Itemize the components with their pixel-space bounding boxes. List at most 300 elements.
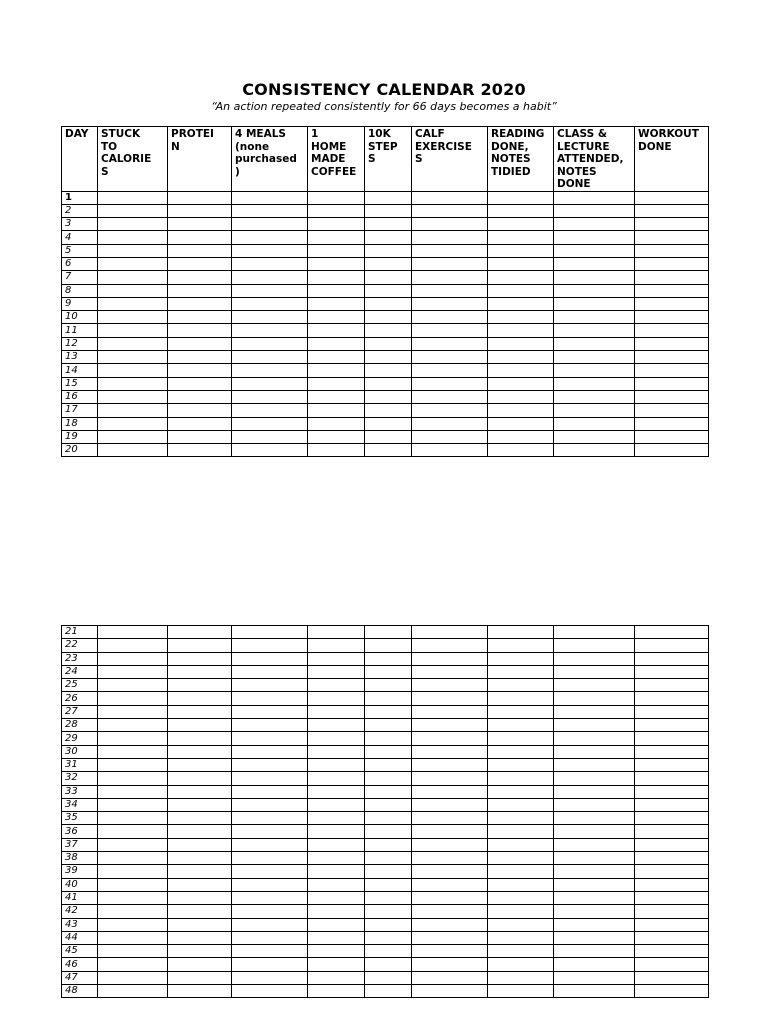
checkbox-cell[interactable] <box>412 692 488 705</box>
checkbox-cell[interactable] <box>365 838 412 851</box>
checkbox-cell[interactable] <box>168 444 232 457</box>
checkbox-cell[interactable] <box>412 891 488 904</box>
checkbox-cell[interactable] <box>635 665 709 678</box>
checkbox-cell[interactable] <box>635 945 709 958</box>
checkbox-cell[interactable] <box>554 931 635 944</box>
checkbox-cell[interactable] <box>365 218 412 231</box>
checkbox-cell[interactable] <box>98 218 168 231</box>
checkbox-cell[interactable] <box>554 812 635 825</box>
checkbox-cell[interactable] <box>412 772 488 785</box>
checkbox-cell[interactable] <box>635 785 709 798</box>
checkbox-cell[interactable] <box>412 918 488 931</box>
checkbox-cell[interactable] <box>232 745 308 758</box>
checkbox-cell[interactable] <box>365 271 412 284</box>
checkbox-cell[interactable] <box>488 692 554 705</box>
checkbox-cell[interactable] <box>365 337 412 350</box>
checkbox-cell[interactable] <box>554 377 635 390</box>
checkbox-cell[interactable] <box>554 284 635 297</box>
checkbox-cell[interactable] <box>232 652 308 665</box>
checkbox-cell[interactable] <box>365 377 412 390</box>
checkbox-cell[interactable] <box>232 311 308 324</box>
checkbox-cell[interactable] <box>168 324 232 337</box>
checkbox-cell[interactable] <box>168 257 232 270</box>
checkbox-cell[interactable] <box>365 852 412 865</box>
checkbox-cell[interactable] <box>554 971 635 984</box>
checkbox-cell[interactable] <box>98 692 168 705</box>
checkbox-cell[interactable] <box>412 351 488 364</box>
checkbox-cell[interactable] <box>635 931 709 944</box>
checkbox-cell[interactable] <box>554 324 635 337</box>
checkbox-cell[interactable] <box>412 231 488 244</box>
checkbox-cell[interactable] <box>554 719 635 732</box>
checkbox-cell[interactable] <box>412 417 488 430</box>
checkbox-cell[interactable] <box>488 257 554 270</box>
checkbox-cell[interactable] <box>98 231 168 244</box>
checkbox-cell[interactable] <box>168 351 232 364</box>
checkbox-cell[interactable] <box>488 785 554 798</box>
checkbox-cell[interactable] <box>168 679 232 692</box>
checkbox-cell[interactable] <box>365 311 412 324</box>
checkbox-cell[interactable] <box>232 732 308 745</box>
checkbox-cell[interactable] <box>98 772 168 785</box>
checkbox-cell[interactable] <box>412 430 488 443</box>
checkbox-cell[interactable] <box>232 639 308 652</box>
checkbox-cell[interactable] <box>635 758 709 771</box>
checkbox-cell[interactable] <box>365 878 412 891</box>
checkbox-cell[interactable] <box>168 337 232 350</box>
checkbox-cell[interactable] <box>412 311 488 324</box>
checkbox-cell[interactable] <box>98 430 168 443</box>
checkbox-cell[interactable] <box>168 377 232 390</box>
checkbox-cell[interactable] <box>488 404 554 417</box>
checkbox-cell[interactable] <box>98 812 168 825</box>
checkbox-cell[interactable] <box>412 878 488 891</box>
checkbox-cell[interactable] <box>308 945 365 958</box>
checkbox-cell[interactable] <box>365 758 412 771</box>
checkbox-cell[interactable] <box>554 878 635 891</box>
checkbox-cell[interactable] <box>98 971 168 984</box>
checkbox-cell[interactable] <box>232 798 308 811</box>
checkbox-cell[interactable] <box>412 758 488 771</box>
checkbox-cell[interactable] <box>168 297 232 310</box>
checkbox-cell[interactable] <box>365 351 412 364</box>
checkbox-cell[interactable] <box>232 891 308 904</box>
checkbox-cell[interactable] <box>98 204 168 217</box>
checkbox-cell[interactable] <box>412 865 488 878</box>
checkbox-cell[interactable] <box>232 852 308 865</box>
checkbox-cell[interactable] <box>554 244 635 257</box>
checkbox-cell[interactable] <box>488 931 554 944</box>
checkbox-cell[interactable] <box>308 404 365 417</box>
checkbox-cell[interactable] <box>554 679 635 692</box>
checkbox-cell[interactable] <box>635 364 709 377</box>
checkbox-cell[interactable] <box>412 665 488 678</box>
checkbox-cell[interactable] <box>98 852 168 865</box>
checkbox-cell[interactable] <box>365 971 412 984</box>
checkbox-cell[interactable] <box>232 838 308 851</box>
checkbox-cell[interactable] <box>232 692 308 705</box>
checkbox-cell[interactable] <box>412 812 488 825</box>
checkbox-cell[interactable] <box>308 758 365 771</box>
checkbox-cell[interactable] <box>168 838 232 851</box>
checkbox-cell[interactable] <box>365 257 412 270</box>
checkbox-cell[interactable] <box>635 772 709 785</box>
checkbox-cell[interactable] <box>232 430 308 443</box>
checkbox-cell[interactable] <box>635 652 709 665</box>
checkbox-cell[interactable] <box>98 191 168 204</box>
checkbox-cell[interactable] <box>308 971 365 984</box>
checkbox-cell[interactable] <box>635 444 709 457</box>
checkbox-cell[interactable] <box>168 404 232 417</box>
checkbox-cell[interactable] <box>168 692 232 705</box>
checkbox-cell[interactable] <box>554 231 635 244</box>
checkbox-cell[interactable] <box>554 191 635 204</box>
checkbox-cell[interactable] <box>232 931 308 944</box>
checkbox-cell[interactable] <box>232 297 308 310</box>
checkbox-cell[interactable] <box>635 417 709 430</box>
checkbox-cell[interactable] <box>635 905 709 918</box>
checkbox-cell[interactable] <box>412 705 488 718</box>
checkbox-cell[interactable] <box>232 257 308 270</box>
checkbox-cell[interactable] <box>232 271 308 284</box>
checkbox-cell[interactable] <box>232 231 308 244</box>
checkbox-cell[interactable] <box>308 732 365 745</box>
checkbox-cell[interactable] <box>488 244 554 257</box>
checkbox-cell[interactable] <box>554 785 635 798</box>
checkbox-cell[interactable] <box>308 639 365 652</box>
checkbox-cell[interactable] <box>554 798 635 811</box>
checkbox-cell[interactable] <box>635 311 709 324</box>
checkbox-cell[interactable] <box>98 798 168 811</box>
checkbox-cell[interactable] <box>412 958 488 971</box>
checkbox-cell[interactable] <box>98 297 168 310</box>
checkbox-cell[interactable] <box>308 785 365 798</box>
checkbox-cell[interactable] <box>232 825 308 838</box>
checkbox-cell[interactable] <box>365 665 412 678</box>
checkbox-cell[interactable] <box>168 918 232 931</box>
checkbox-cell[interactable] <box>232 218 308 231</box>
checkbox-cell[interactable] <box>232 971 308 984</box>
checkbox-cell[interactable] <box>98 244 168 257</box>
checkbox-cell[interactable] <box>635 297 709 310</box>
checkbox-cell[interactable] <box>635 878 709 891</box>
checkbox-cell[interactable] <box>308 271 365 284</box>
checkbox-cell[interactable] <box>488 284 554 297</box>
checkbox-cell[interactable] <box>168 244 232 257</box>
checkbox-cell[interactable] <box>308 745 365 758</box>
checkbox-cell[interactable] <box>365 785 412 798</box>
checkbox-cell[interactable] <box>365 931 412 944</box>
checkbox-cell[interactable] <box>635 324 709 337</box>
checkbox-cell[interactable] <box>554 337 635 350</box>
checkbox-cell[interactable] <box>168 825 232 838</box>
checkbox-cell[interactable] <box>635 798 709 811</box>
checkbox-cell[interactable] <box>98 865 168 878</box>
checkbox-cell[interactable] <box>98 958 168 971</box>
checkbox-cell[interactable] <box>232 417 308 430</box>
checkbox-cell[interactable] <box>308 284 365 297</box>
checkbox-cell[interactable] <box>232 958 308 971</box>
checkbox-cell[interactable] <box>488 430 554 443</box>
checkbox-cell[interactable] <box>168 204 232 217</box>
checkbox-cell[interactable] <box>232 404 308 417</box>
checkbox-cell[interactable] <box>168 390 232 403</box>
checkbox-cell[interactable] <box>635 719 709 732</box>
checkbox-cell[interactable] <box>554 758 635 771</box>
checkbox-cell[interactable] <box>98 732 168 745</box>
checkbox-cell[interactable] <box>488 705 554 718</box>
checkbox-cell[interactable] <box>365 918 412 931</box>
checkbox-cell[interactable] <box>232 812 308 825</box>
checkbox-cell[interactable] <box>554 351 635 364</box>
checkbox-cell[interactable] <box>554 204 635 217</box>
checkbox-cell[interactable] <box>232 665 308 678</box>
checkbox-cell[interactable] <box>98 639 168 652</box>
checkbox-cell[interactable] <box>232 985 308 998</box>
checkbox-cell[interactable] <box>554 745 635 758</box>
checkbox-cell[interactable] <box>412 639 488 652</box>
checkbox-cell[interactable] <box>308 931 365 944</box>
checkbox-cell[interactable] <box>232 758 308 771</box>
checkbox-cell[interactable] <box>554 364 635 377</box>
checkbox-cell[interactable] <box>412 626 488 639</box>
checkbox-cell[interactable] <box>168 852 232 865</box>
checkbox-cell[interactable] <box>412 971 488 984</box>
checkbox-cell[interactable] <box>365 812 412 825</box>
checkbox-cell[interactable] <box>488 945 554 958</box>
checkbox-cell[interactable] <box>98 377 168 390</box>
checkbox-cell[interactable] <box>488 218 554 231</box>
checkbox-cell[interactable] <box>98 444 168 457</box>
checkbox-cell[interactable] <box>554 430 635 443</box>
checkbox-cell[interactable] <box>412 377 488 390</box>
checkbox-cell[interactable] <box>412 297 488 310</box>
checkbox-cell[interactable] <box>488 719 554 732</box>
checkbox-cell[interactable] <box>98 652 168 665</box>
checkbox-cell[interactable] <box>635 377 709 390</box>
checkbox-cell[interactable] <box>98 945 168 958</box>
checkbox-cell[interactable] <box>168 665 232 678</box>
checkbox-cell[interactable] <box>98 705 168 718</box>
checkbox-cell[interactable] <box>412 931 488 944</box>
checkbox-cell[interactable] <box>488 798 554 811</box>
checkbox-cell[interactable] <box>98 364 168 377</box>
checkbox-cell[interactable] <box>635 404 709 417</box>
checkbox-cell[interactable] <box>365 390 412 403</box>
checkbox-cell[interactable] <box>488 191 554 204</box>
checkbox-cell[interactable] <box>98 931 168 944</box>
checkbox-cell[interactable] <box>412 732 488 745</box>
checkbox-cell[interactable] <box>232 390 308 403</box>
checkbox-cell[interactable] <box>412 798 488 811</box>
checkbox-cell[interactable] <box>98 825 168 838</box>
checkbox-cell[interactable] <box>488 732 554 745</box>
checkbox-cell[interactable] <box>308 218 365 231</box>
checkbox-cell[interactable] <box>412 404 488 417</box>
checkbox-cell[interactable] <box>168 905 232 918</box>
checkbox-cell[interactable] <box>308 204 365 217</box>
checkbox-cell[interactable] <box>232 878 308 891</box>
checkbox-cell[interactable] <box>98 257 168 270</box>
checkbox-cell[interactable] <box>232 324 308 337</box>
checkbox-cell[interactable] <box>232 284 308 297</box>
checkbox-cell[interactable] <box>365 798 412 811</box>
checkbox-cell[interactable] <box>365 905 412 918</box>
checkbox-cell[interactable] <box>412 945 488 958</box>
checkbox-cell[interactable] <box>232 191 308 204</box>
checkbox-cell[interactable] <box>488 971 554 984</box>
checkbox-cell[interactable] <box>98 985 168 998</box>
checkbox-cell[interactable] <box>554 852 635 865</box>
checkbox-cell[interactable] <box>488 665 554 678</box>
checkbox-cell[interactable] <box>412 271 488 284</box>
checkbox-cell[interactable] <box>168 732 232 745</box>
checkbox-cell[interactable] <box>168 191 232 204</box>
checkbox-cell[interactable] <box>308 626 365 639</box>
checkbox-cell[interactable] <box>308 257 365 270</box>
checkbox-cell[interactable] <box>488 324 554 337</box>
checkbox-cell[interactable] <box>365 297 412 310</box>
checkbox-cell[interactable] <box>365 719 412 732</box>
checkbox-cell[interactable] <box>554 311 635 324</box>
checkbox-cell[interactable] <box>232 337 308 350</box>
checkbox-cell[interactable] <box>308 311 365 324</box>
checkbox-cell[interactable] <box>554 218 635 231</box>
checkbox-cell[interactable] <box>488 918 554 931</box>
checkbox-cell[interactable] <box>168 652 232 665</box>
checkbox-cell[interactable] <box>635 351 709 364</box>
checkbox-cell[interactable] <box>488 390 554 403</box>
checkbox-cell[interactable] <box>412 852 488 865</box>
checkbox-cell[interactable] <box>488 364 554 377</box>
checkbox-cell[interactable] <box>365 404 412 417</box>
checkbox-cell[interactable] <box>308 351 365 364</box>
checkbox-cell[interactable] <box>635 204 709 217</box>
checkbox-cell[interactable] <box>308 865 365 878</box>
checkbox-cell[interactable] <box>232 705 308 718</box>
checkbox-cell[interactable] <box>98 404 168 417</box>
checkbox-cell[interactable] <box>635 679 709 692</box>
checkbox-cell[interactable] <box>635 337 709 350</box>
checkbox-cell[interactable] <box>232 679 308 692</box>
checkbox-cell[interactable] <box>232 905 308 918</box>
checkbox-cell[interactable] <box>488 351 554 364</box>
checkbox-cell[interactable] <box>554 271 635 284</box>
checkbox-cell[interactable] <box>554 772 635 785</box>
checkbox-cell[interactable] <box>168 772 232 785</box>
checkbox-cell[interactable] <box>488 231 554 244</box>
checkbox-cell[interactable] <box>635 705 709 718</box>
checkbox-cell[interactable] <box>308 838 365 851</box>
checkbox-cell[interactable] <box>412 191 488 204</box>
checkbox-cell[interactable] <box>635 918 709 931</box>
checkbox-cell[interactable] <box>365 679 412 692</box>
checkbox-cell[interactable] <box>635 732 709 745</box>
checkbox-cell[interactable] <box>308 377 365 390</box>
checkbox-cell[interactable] <box>308 891 365 904</box>
checkbox-cell[interactable] <box>308 231 365 244</box>
checkbox-cell[interactable] <box>308 705 365 718</box>
checkbox-cell[interactable] <box>554 732 635 745</box>
checkbox-cell[interactable] <box>635 257 709 270</box>
checkbox-cell[interactable] <box>365 772 412 785</box>
checkbox-cell[interactable] <box>488 905 554 918</box>
checkbox-cell[interactable] <box>412 337 488 350</box>
checkbox-cell[interactable] <box>488 271 554 284</box>
checkbox-cell[interactable] <box>168 719 232 732</box>
checkbox-cell[interactable] <box>308 430 365 443</box>
checkbox-cell[interactable] <box>308 878 365 891</box>
checkbox-cell[interactable] <box>554 945 635 958</box>
checkbox-cell[interactable] <box>308 191 365 204</box>
checkbox-cell[interactable] <box>488 878 554 891</box>
checkbox-cell[interactable] <box>635 191 709 204</box>
checkbox-cell[interactable] <box>98 284 168 297</box>
checkbox-cell[interactable] <box>168 958 232 971</box>
checkbox-cell[interactable] <box>635 852 709 865</box>
checkbox-cell[interactable] <box>308 324 365 337</box>
checkbox-cell[interactable] <box>308 719 365 732</box>
checkbox-cell[interactable] <box>635 745 709 758</box>
checkbox-cell[interactable] <box>365 244 412 257</box>
checkbox-cell[interactable] <box>98 679 168 692</box>
checkbox-cell[interactable] <box>98 878 168 891</box>
checkbox-cell[interactable] <box>488 852 554 865</box>
checkbox-cell[interactable] <box>168 798 232 811</box>
checkbox-cell[interactable] <box>412 284 488 297</box>
checkbox-cell[interactable] <box>488 626 554 639</box>
checkbox-cell[interactable] <box>635 985 709 998</box>
checkbox-cell[interactable] <box>98 626 168 639</box>
checkbox-cell[interactable] <box>554 692 635 705</box>
checkbox-cell[interactable] <box>232 626 308 639</box>
checkbox-cell[interactable] <box>554 918 635 931</box>
checkbox-cell[interactable] <box>168 971 232 984</box>
checkbox-cell[interactable] <box>308 985 365 998</box>
checkbox-cell[interactable] <box>168 284 232 297</box>
checkbox-cell[interactable] <box>635 639 709 652</box>
checkbox-cell[interactable] <box>412 218 488 231</box>
checkbox-cell[interactable] <box>308 665 365 678</box>
checkbox-cell[interactable] <box>168 985 232 998</box>
checkbox-cell[interactable] <box>635 430 709 443</box>
checkbox-cell[interactable] <box>488 377 554 390</box>
checkbox-cell[interactable] <box>635 692 709 705</box>
checkbox-cell[interactable] <box>168 639 232 652</box>
checkbox-cell[interactable] <box>308 652 365 665</box>
checkbox-cell[interactable] <box>488 417 554 430</box>
checkbox-cell[interactable] <box>412 719 488 732</box>
checkbox-cell[interactable] <box>635 958 709 971</box>
checkbox-cell[interactable] <box>308 852 365 865</box>
checkbox-cell[interactable] <box>488 652 554 665</box>
checkbox-cell[interactable] <box>488 958 554 971</box>
checkbox-cell[interactable] <box>412 324 488 337</box>
checkbox-cell[interactable] <box>168 931 232 944</box>
checkbox-cell[interactable] <box>365 324 412 337</box>
checkbox-cell[interactable] <box>232 785 308 798</box>
checkbox-cell[interactable] <box>412 785 488 798</box>
checkbox-cell[interactable] <box>365 958 412 971</box>
checkbox-cell[interactable] <box>365 231 412 244</box>
checkbox-cell[interactable] <box>554 257 635 270</box>
checkbox-cell[interactable] <box>232 444 308 457</box>
checkbox-cell[interactable] <box>488 679 554 692</box>
checkbox-cell[interactable] <box>554 665 635 678</box>
checkbox-cell[interactable] <box>635 231 709 244</box>
checkbox-cell[interactable] <box>488 639 554 652</box>
checkbox-cell[interactable] <box>554 626 635 639</box>
